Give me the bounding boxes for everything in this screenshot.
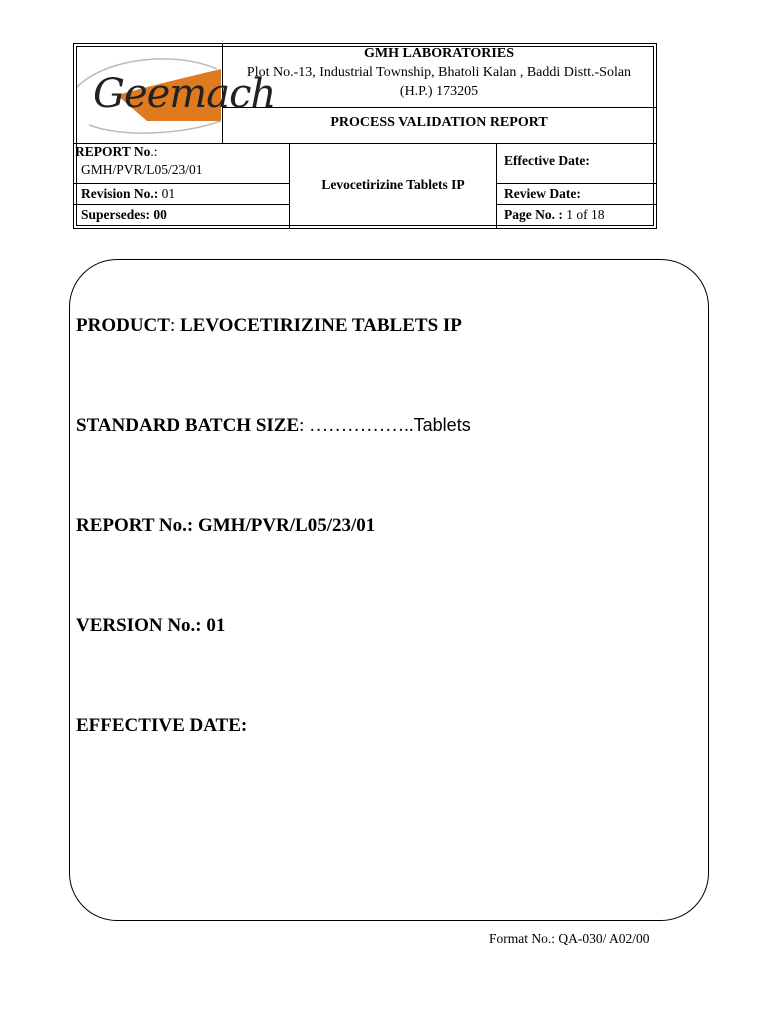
row-divider-1 [74,183,290,184]
content-box [69,259,709,921]
header-divider [74,143,656,144]
row-divider-3 [496,183,656,184]
report-no-value: GMH/PVR/L05/23/01 [81,162,203,177]
revision-no [81,186,175,202]
page-no [504,207,604,223]
product-sep: : [169,315,180,336]
report-no-label-text: REPORT No [75,144,151,159]
report-no-label-suffix: .: [150,144,158,159]
row-divider-2 [74,204,290,205]
supersedes: Supersedes: 00 [81,207,167,222]
col-divider-2 [496,143,497,229]
logo-text: Geemach [93,71,276,117]
lab-address-line1: Plot No.-13, Industrial Township, Bhatoli Kalan , Baddi Distt.-Solan [246,65,632,80]
revision-label: Revision No.: [81,186,159,201]
document-header [73,43,657,229]
product-value: LEVOCETIRIZINE TABLETS IP [179,315,462,336]
review-date-label: Review Date: [504,186,581,201]
batch-size-unit: Tablets [413,415,471,435]
format-number: Format No.: QA-030/ A02/00 [489,931,650,946]
batch-size-label: STANDARD BATCH SIZE [76,415,300,436]
report-title: PROCESS VALIDATION REPORT [330,115,548,130]
batch-size-dots: : …………….. [299,415,414,436]
batch-size-line [76,415,471,437]
effective-date-line: EFFECTIVE DATE: [76,715,248,736]
row-divider-4 [496,204,656,205]
lab-name: GMH LABORATORIES [363,46,514,61]
lab-address-line2: (H.P.) 173205 [399,84,479,99]
product-label: PRODUCT [76,315,170,336]
page-no-label: Page No. : [504,207,563,222]
revision-value: 01 [158,186,176,201]
title-divider [223,107,656,108]
version-line: VERSION No.: 01 [76,615,226,636]
report-no-label [75,144,158,160]
report-no-line: REPORT No.: GMH/PVR/L05/23/01 [76,515,376,536]
company-logo [77,47,276,143]
effective-date-label: Effective Date: [504,153,590,168]
product-name: Levocetirizine Tablets IP [321,177,465,192]
page-no-value: 1 of 18 [562,207,605,222]
product-line [76,315,462,337]
